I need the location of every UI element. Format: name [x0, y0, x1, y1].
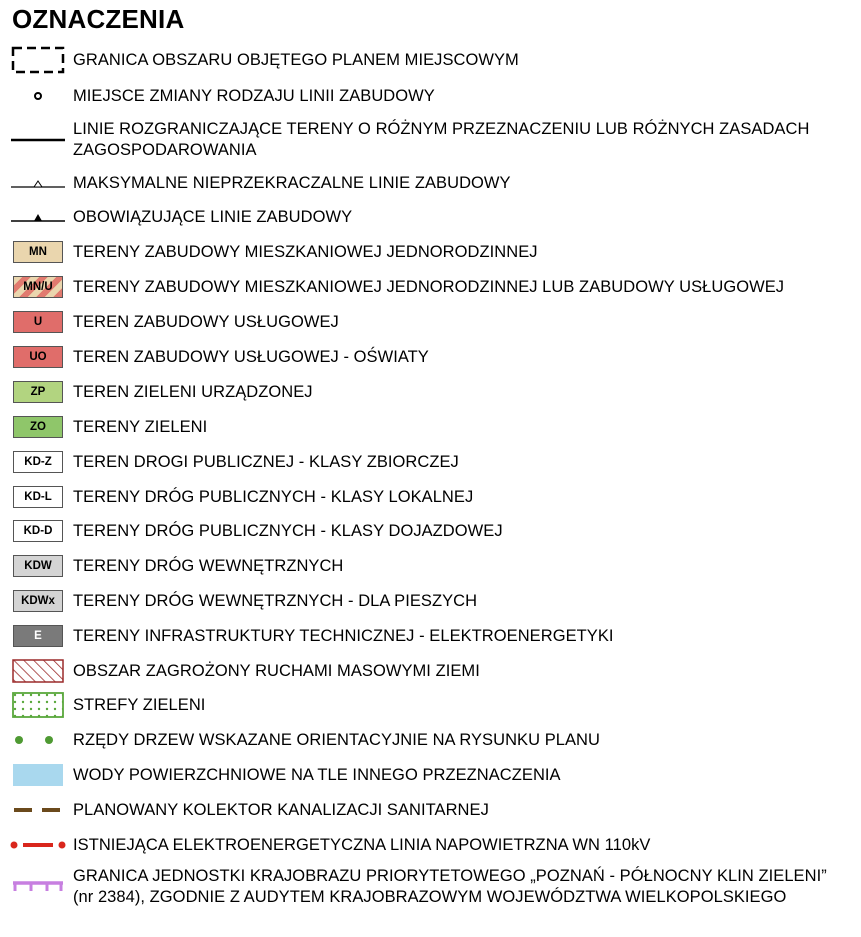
- legend-label: TERENY DRÓG WEWNĘTRZNYCH: [73, 556, 344, 575]
- code-box-kd-l: KD-L: [13, 486, 63, 508]
- legend-row-green-zones: [10, 692, 861, 718]
- legend-row-landslide-area: [10, 658, 861, 684]
- legend-label: TERENY ZABUDOWY MIESZKANIOWEJ JEDNORODZINNEJ: [73, 242, 538, 261]
- dot-icon: [10, 83, 66, 109]
- code-box-u: U: [13, 311, 63, 333]
- legend-row-kd-d: [10, 518, 861, 544]
- open-triangle-line-icon: [10, 170, 66, 196]
- legend-row-landscape-unit: [10, 866, 861, 908]
- power-line-icon: [10, 832, 66, 858]
- legend-row-uo: [10, 344, 861, 370]
- legend-row-zo: [10, 414, 861, 440]
- solid-line-icon: [10, 127, 66, 153]
- legend-label: RZĘDY DRZEW WSKAZANE ORIENTACYJNIE NA RYSUNKU PLANU: [73, 730, 600, 749]
- legend-label: TEREN ZIELENI URZĄDZONEJ: [73, 382, 313, 401]
- code-box-e: E: [13, 625, 63, 647]
- legend-row-kd-z: [10, 449, 861, 475]
- code-box-mn-u: MN/U: [13, 276, 63, 298]
- legend-label: TERENY INFRASTRUKTURY TECHNICZNEJ - ELEKTROENERGETYKI: [73, 626, 614, 645]
- dashed-brown-line-icon: [10, 797, 66, 823]
- legend-row-max-building-lines: [10, 170, 861, 196]
- legend-row-sewer-collector: [10, 797, 861, 823]
- legend-label: ISTNIEJĄCA ELEKTROENERGETYCZNA LINIA NAPOWIETRZNA WN 110kV: [73, 835, 651, 854]
- code-box-kdwx: KDWx: [13, 590, 63, 612]
- water-area-icon: [10, 762, 66, 788]
- legend-label: GRANICA JEDNOSTKI KRAJOBRAZU PRIORYTETOWEGO „POZNAŃ - PÓŁNOCNY KLIN ZIELENI” (nr 2384), ZGODNIE Z AUDYTEM KRAJOBRAZOWYM WOJEWÓDZTWA WIELKOPOLSKIEGO: [73, 867, 827, 906]
- legend-label: PLANOWANY KOLEKTOR KANALIZACJI SANITARNEJ: [73, 800, 489, 819]
- legend-label: GRANICA OBSZARU OBJĘTEGO PLANEM MIEJSCOWYM: [73, 50, 519, 69]
- legend-label: TEREN ZABUDOWY USŁUGOWEJ - OŚWIATY: [73, 347, 429, 366]
- legend-row-mn-u: [10, 274, 861, 300]
- purple-comb-line-icon: [10, 874, 66, 900]
- code-box-zo: ZO: [13, 416, 63, 438]
- legend-label: TERENY DRÓG PUBLICZNYCH - KLASY LOKALNEJ: [73, 487, 474, 506]
- legend-label: TEREN DROGI PUBLICZNEJ - KLASY ZBIORCZEJ: [73, 452, 459, 471]
- hatched-area-icon: [10, 658, 66, 684]
- legend-label: TEREN ZABUDOWY USŁUGOWEJ: [73, 312, 339, 331]
- code-box-uo: UO: [13, 346, 63, 368]
- legend-row-u: [10, 309, 861, 335]
- dashed-box-icon: [10, 47, 66, 73]
- legend-row-plan-boundary: [10, 47, 861, 73]
- legend-label: TERENY DRÓG PUBLICZNYCH - KLASY DOJAZDOWEJ: [73, 521, 503, 540]
- legend-row-boundary-lines: [10, 119, 861, 161]
- legend-row-mn: [10, 239, 861, 265]
- filled-triangle-line-icon: [10, 204, 66, 230]
- legend-label: MIEJSCE ZMIANY RODZAJU LINII ZABUDOWY: [73, 86, 435, 105]
- tree-dots-icon: [10, 727, 66, 753]
- legend-row-e: [10, 623, 861, 649]
- legend-label: STREFY ZIELENI: [73, 695, 206, 714]
- dotted-green-area-icon: [10, 692, 66, 718]
- legend-row-surface-waters: [10, 762, 861, 788]
- legend-row-kdwx: [10, 588, 861, 614]
- legend-row-zp: [10, 379, 861, 405]
- legend-row-building-line-change: [10, 83, 861, 109]
- legend-row-kdw: [10, 553, 861, 579]
- legend-label: TERENY ZABUDOWY MIESZKANIOWEJ JEDNORODZINNEJ LUB ZABUDOWY USŁUGOWEJ: [73, 277, 785, 296]
- legend-label: TERENY DRÓG WEWNĘTRZNYCH - DLA PIESZYCH: [73, 591, 478, 610]
- legend-row-mandatory-building-lines: [10, 204, 861, 230]
- code-box-kdw: KDW: [13, 555, 63, 577]
- legend-label: LINIE ROZGRANICZAJĄCE TERENY O RÓŻNYM PRZEZNACZENIU LUB RÓŻNYCH ZASADACH ZAGOSPODAROWANIA: [73, 120, 810, 159]
- code-box-kd-z: KD-Z: [13, 451, 63, 473]
- legend-label: WODY POWIERZCHNIOWE NA TLE INNEGO PRZEZNACZENIA: [73, 765, 561, 784]
- legend-row-power-line: [10, 832, 861, 858]
- legend-label: TERENY ZIELENI: [73, 417, 208, 436]
- legend-label: OBOWIĄZUJĄCE LINIE ZABUDOWY: [73, 207, 353, 226]
- legend-label: OBSZAR ZAGROŻONY RUCHAMI MASOWYMI ZIEMI: [73, 661, 480, 680]
- legend-label: MAKSYMALNE NIEPRZEKRACZALNE LINIE ZABUDOWY: [73, 173, 511, 192]
- legend-title: OZNACZENIA: [12, 4, 185, 34]
- legend-row-tree-rows: [10, 727, 861, 753]
- code-box-zp: ZP: [13, 381, 63, 403]
- legend-row-kd-l: [10, 484, 861, 510]
- code-box-kd-d: KD-D: [13, 520, 63, 542]
- code-box-mn: MN: [13, 241, 63, 263]
